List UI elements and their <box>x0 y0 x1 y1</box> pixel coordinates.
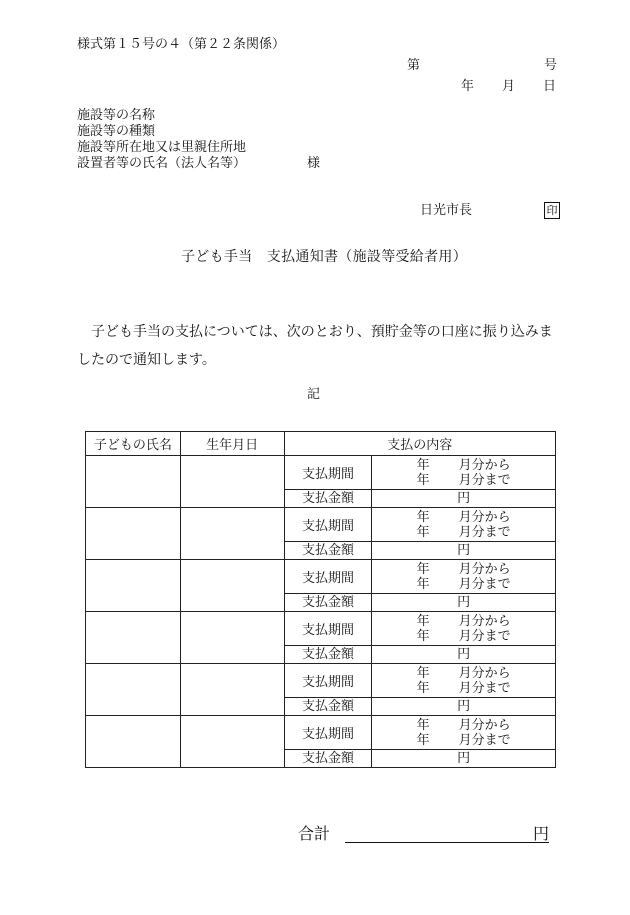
period-from-month: 月分から <box>458 457 511 473</box>
facility-address-label: 施設等所在地又は里親住所地 <box>77 140 247 155</box>
document-date <box>461 80 556 93</box>
period-from-line <box>372 666 555 681</box>
amount-label-cell: 支払金額 <box>284 750 372 768</box>
birth-date-cell[interactable] <box>180 612 284 664</box>
period-to-month: 月分まで <box>458 680 511 696</box>
amount-label-cell: 支払金額 <box>284 646 372 664</box>
amount-value-cell[interactable] <box>372 750 556 768</box>
period-value-cell[interactable] <box>372 560 556 594</box>
period-value-cell[interactable] <box>372 508 556 542</box>
period-label-cell: 支払期間 <box>284 456 372 490</box>
period-from-month: 月分から <box>458 509 511 525</box>
total-unit: 円 <box>533 824 550 843</box>
document-number-suffix: 号 <box>544 58 558 73</box>
period-to-line <box>372 577 555 592</box>
period-from-line <box>372 510 555 525</box>
document-title: 子ども手当 支払通知書（施設等受給者用） <box>181 249 467 265</box>
header-birth-date: 生年月日 <box>180 432 284 456</box>
header-payment-content: 支払の内容 <box>284 432 555 456</box>
period-to-line <box>372 733 555 748</box>
amount-value-cell[interactable] <box>372 646 556 664</box>
period-to-year: 年 <box>416 472 430 488</box>
period-to-line <box>372 681 555 696</box>
birth-date-cell[interactable] <box>180 508 284 560</box>
table-header-row <box>86 432 556 456</box>
period-to-year: 年 <box>416 576 430 592</box>
amount-value-cell[interactable] <box>372 698 556 716</box>
period-from-year: 年 <box>416 613 430 629</box>
period-from-month: 月分から <box>458 717 511 733</box>
table-row-period <box>86 664 556 698</box>
birth-date-cell[interactable] <box>180 456 284 508</box>
period-label-cell: 支払期間 <box>284 612 372 646</box>
total-label: 合計 <box>298 824 331 843</box>
period-label-cell: 支払期間 <box>284 508 372 542</box>
child-name-cell[interactable] <box>86 664 181 716</box>
ki-heading: 記 <box>307 387 321 402</box>
period-to-year: 年 <box>416 524 430 540</box>
founder-name-line <box>77 156 321 172</box>
birth-date-cell[interactable] <box>180 560 284 612</box>
header-child-name: 子どもの氏名 <box>86 432 181 456</box>
amount-value-cell[interactable] <box>372 490 556 508</box>
honorific: 様 <box>307 156 321 171</box>
seal-mark: 印 <box>544 202 560 219</box>
period-to-month: 月分まで <box>458 732 511 748</box>
period-to-line <box>372 473 555 488</box>
amount-unit: 円 <box>457 647 471 662</box>
period-value-cell[interactable] <box>372 612 556 646</box>
period-to-month: 月分まで <box>458 524 511 540</box>
period-from-month: 月分から <box>458 665 511 681</box>
period-to-month: 月分まで <box>458 472 511 488</box>
amount-unit: 円 <box>457 699 471 714</box>
child-name-cell[interactable] <box>86 560 181 612</box>
period-from-month: 月分から <box>458 613 511 629</box>
amount-label-cell: 支払金額 <box>284 542 372 560</box>
payment-table <box>85 431 556 768</box>
period-to-year: 年 <box>416 628 430 644</box>
table-row-period <box>86 612 556 646</box>
date-year-label: 年 <box>461 79 475 94</box>
period-from-line <box>372 718 555 733</box>
addressee-block <box>77 108 321 172</box>
period-to-line <box>372 629 555 644</box>
period-from-year: 年 <box>416 665 430 681</box>
facility-name-label: 施設等の名称 <box>77 108 156 123</box>
child-name-cell[interactable] <box>86 716 181 768</box>
child-name-cell[interactable] <box>86 508 181 560</box>
amount-unit: 円 <box>457 595 471 610</box>
table-body <box>86 456 556 768</box>
table-row-period <box>86 560 556 594</box>
period-label-cell: 支払期間 <box>284 716 372 750</box>
period-from-year: 年 <box>416 457 430 473</box>
amount-unit: 円 <box>457 751 471 766</box>
date-month-label: 月 <box>502 79 516 94</box>
period-to-month: 月分まで <box>458 628 511 644</box>
amount-unit: 円 <box>457 543 471 558</box>
period-to-line <box>372 525 555 540</box>
period-from-year: 年 <box>416 509 430 525</box>
birth-date-cell[interactable] <box>180 716 284 768</box>
total-amount-line <box>345 842 549 843</box>
birth-date-cell[interactable] <box>180 664 284 716</box>
child-name-cell[interactable] <box>86 456 181 508</box>
period-label-cell: 支払期間 <box>284 664 372 698</box>
table-row-period <box>86 716 556 750</box>
child-name-cell[interactable] <box>86 612 181 664</box>
period-from-month: 月分から <box>458 561 511 577</box>
facility-type-label: 施設等の種類 <box>77 124 156 139</box>
document-number <box>407 59 557 72</box>
table-row-period <box>86 456 556 490</box>
issuer-title: 日光市長 <box>420 203 473 218</box>
form-number: 様式第１５号の４（第２２条関係） <box>77 37 286 52</box>
table-row-period <box>86 508 556 542</box>
period-to-year: 年 <box>416 680 430 696</box>
date-day-label: 日 <box>543 79 557 94</box>
period-from-line <box>372 562 555 577</box>
period-from-line <box>372 458 555 473</box>
amount-value-cell[interactable] <box>372 542 556 560</box>
amount-label-cell: 支払金額 <box>284 698 372 716</box>
period-value-cell[interactable] <box>372 716 556 750</box>
period-value-cell[interactable] <box>372 456 556 490</box>
amount-label-cell: 支払金額 <box>284 490 372 508</box>
document-number-prefix: 第 <box>407 58 421 73</box>
period-value-cell[interactable] <box>372 664 556 698</box>
amount-value-cell[interactable] <box>372 594 556 612</box>
period-from-line <box>372 614 555 629</box>
period-from-year: 年 <box>416 561 430 577</box>
period-from-year: 年 <box>416 717 430 733</box>
notice-body: 子ども手当の支払については、次のとおり、預貯金等の口座に振り込みましたので通知します。 <box>77 324 553 368</box>
amount-unit: 円 <box>457 491 471 506</box>
period-to-year: 年 <box>416 732 430 748</box>
period-to-month: 月分まで <box>458 576 511 592</box>
amount-label-cell: 支払金額 <box>284 594 372 612</box>
founder-name-label: 設置者等の氏名（法人名等） <box>77 156 247 171</box>
period-label-cell: 支払期間 <box>284 560 372 594</box>
